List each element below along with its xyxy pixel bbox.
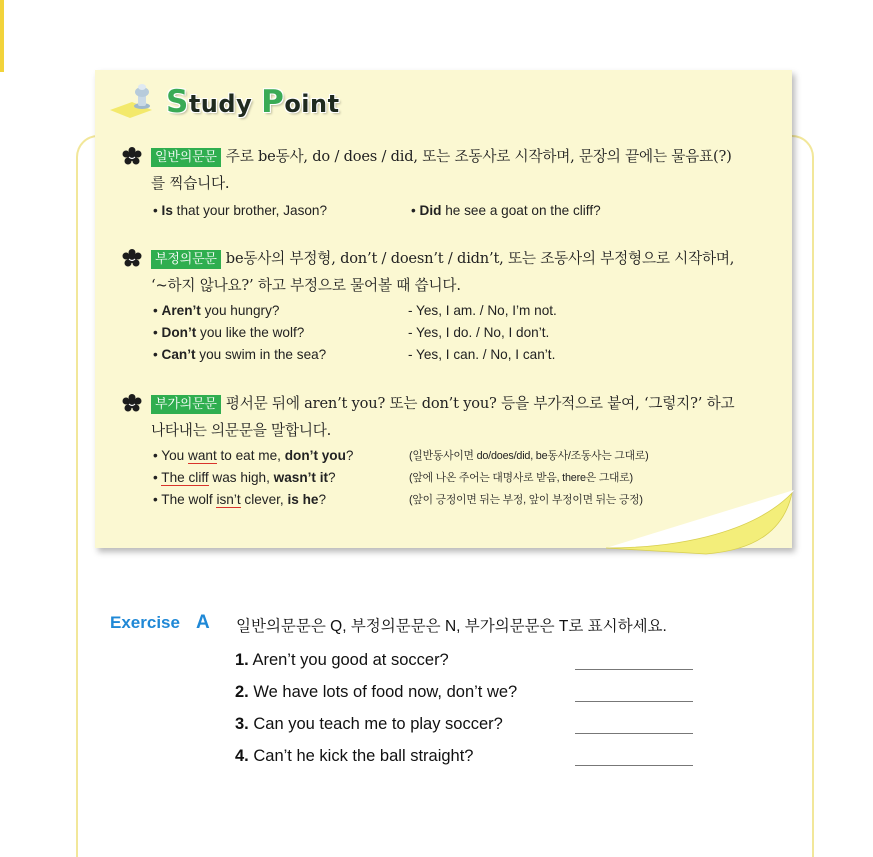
example-row: • Is that your brother, Jason? • Did he see a goat on the cliff? bbox=[153, 203, 601, 218]
description-line: ‘~하지 않나요?’ 하고 부정으로 물어볼 때 씁니다. bbox=[151, 277, 461, 294]
push-pin-icon bbox=[108, 80, 160, 120]
description-line: 주로 be동사, do / does / did, 또는 조동사로 시작하며, 문장의 끝에는 물음표(?) bbox=[225, 148, 732, 165]
label-negative-question: 부정의문문 bbox=[151, 250, 221, 269]
question-item: 3. Can you teach me to play soccer? bbox=[235, 715, 705, 739]
flower-bullet-icon bbox=[122, 249, 142, 267]
example-row: • The cliff was high, wasn’t it? (앞에 나온 주어는 대명사로 받음, there은 그대로) bbox=[153, 470, 633, 485]
study-point-header bbox=[108, 80, 348, 124]
question-item: 1. Aren’t you good at soccer? bbox=[235, 651, 705, 675]
description-line: 평서문 뒤에 aren’t you? 또는 don’t you? 등을 부가적으로 붙여, ‘그렇지?’ 하고 bbox=[225, 395, 735, 412]
description-line: 를 찍습니다. bbox=[151, 175, 230, 192]
question-item: 4. Can’t he kick the ball straight? bbox=[235, 747, 705, 771]
answer-blank[interactable] bbox=[575, 669, 693, 670]
exercise-letter: A bbox=[196, 612, 210, 633]
left-accent-bar bbox=[0, 0, 4, 72]
exercise-header bbox=[110, 613, 810, 639]
section-tag-question bbox=[122, 390, 782, 511]
description-line: be동사의 부정형, don’t / doesn’t / didn’t, 또는 조동사의 부정형으로 시작하며, bbox=[225, 250, 735, 267]
flower-bullet-icon bbox=[122, 394, 142, 412]
section-description bbox=[122, 143, 782, 197]
section-general-question bbox=[122, 143, 782, 222]
label-general-question: 일반의문문 bbox=[151, 148, 221, 167]
answer-blank[interactable] bbox=[575, 765, 693, 766]
answer-blank[interactable] bbox=[575, 733, 693, 734]
exercise-label: Exercise bbox=[110, 613, 180, 632]
description-line: 나타내는 의문문을 말합니다. bbox=[151, 422, 332, 439]
flower-bullet-icon bbox=[122, 147, 142, 165]
label-tag-question: 부가의문문 bbox=[151, 395, 221, 414]
example-row: • Can’t you swim in the sea? - Yes, I can. / No, I can’t. bbox=[153, 347, 556, 362]
example-row: • You want to eat me, don’t you? (일반동사이면 do/does/did, be동사/조동사는 그대로) bbox=[153, 448, 649, 463]
answer-blank[interactable] bbox=[575, 701, 693, 702]
section-description bbox=[122, 390, 782, 444]
example-row: • The wolf isn’t clever, is he? (앞이 긍정이면 뒤는 부정, 앞이 부정이면 뒤는 긍정) bbox=[153, 492, 643, 507]
example-row: • Aren’t you hungry? - Yes, I am. / No, I’m not. bbox=[153, 303, 557, 318]
example-row: • Don’t you like the wolf? - Yes, I do. / No, I don’t. bbox=[153, 325, 550, 340]
exercise-instruction: 일반의문문은 Q, 부정의문문은 N, 부가의문문은 T로 표시하세요. bbox=[236, 618, 667, 635]
question-item: 2. We have lots of food now, don’t we? bbox=[235, 683, 705, 707]
section-negative-question bbox=[122, 245, 782, 366]
section-description bbox=[122, 245, 782, 299]
study-point-title: Study Point bbox=[166, 84, 340, 120]
